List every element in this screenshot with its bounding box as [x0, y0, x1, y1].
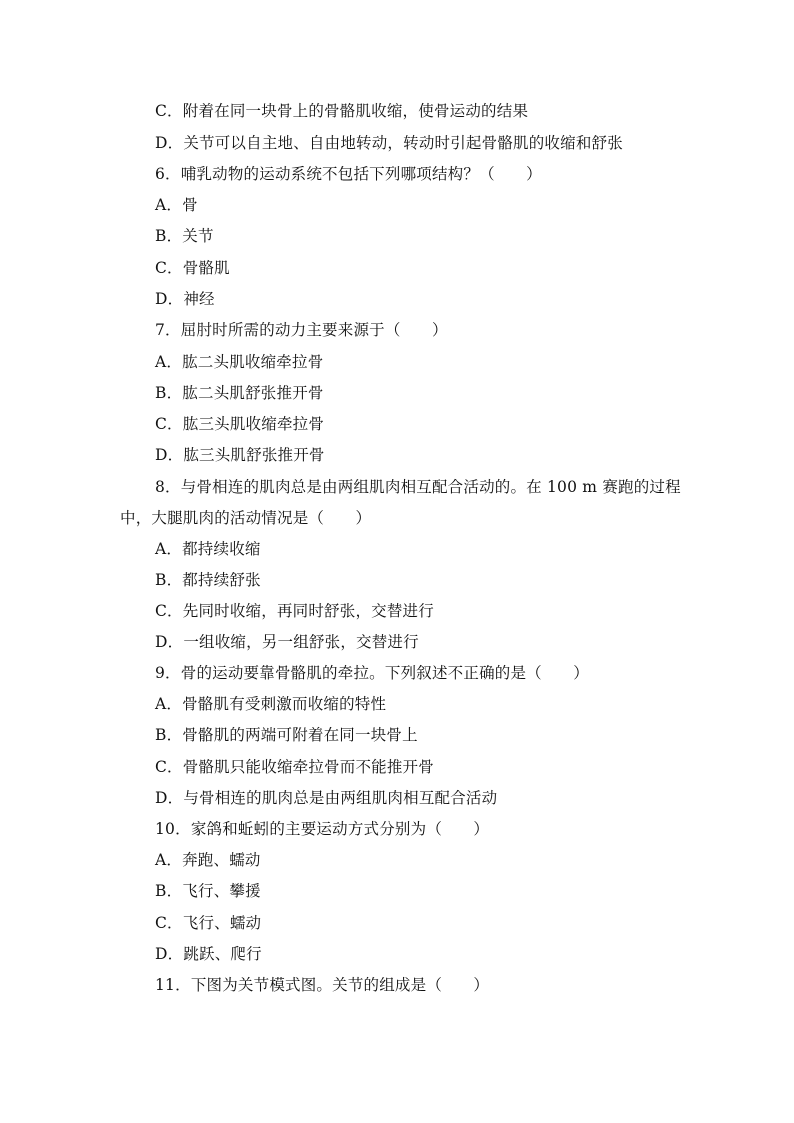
option-6a: A．骨	[155, 196, 198, 214]
option-10b: B．飞行、攀援	[155, 882, 261, 900]
question-7: 7．屈肘时所需的动力主要来源于（ ）	[155, 321, 448, 339]
question-8-continued: 中，大腿肌肉的活动情况是（ ）	[120, 509, 372, 527]
option-9d: D．与骨相连的肌肉总是由两组肌肉相互配合活动	[155, 789, 498, 807]
option-9a: A．骨骼肌有受刺激而收缩的特性	[155, 695, 387, 713]
option-10c: C．飞行、蠕动	[155, 914, 262, 932]
option-7b: B．肱二头肌舒张推开骨	[155, 384, 324, 402]
option-10d: D．跳跃、爬行	[155, 945, 262, 963]
option-8a: A．都持续收缩	[155, 540, 261, 558]
option-5c: C．附着在同一块骨上的骨骼肌收缩，使骨运动的结果	[155, 102, 529, 120]
option-8c: C．先同时收缩，再同时舒张，交替进行	[155, 602, 434, 620]
question-8: 8．与骨相连的肌肉总是由两组肌肉相互配合活动的。在 100 m 赛跑的过程	[155, 478, 681, 496]
option-9c: C．骨骼肌只能收缩牵拉骨而不能推开骨	[155, 758, 434, 776]
option-9b: B．骨骼肌的两端可附着在同一块骨上	[155, 726, 418, 744]
question-10: 10．家鸽和蚯蚓的主要运动方式分别为（ ）	[155, 820, 490, 838]
option-10a: A．奔跑、蠕动	[155, 851, 261, 869]
option-8d: D．一组收缩，另一组舒张，交替进行	[155, 633, 419, 651]
option-6d: D．神经	[155, 290, 215, 308]
option-7d: D．肱三头肌舒张推开骨	[155, 446, 325, 464]
option-8b: B．都持续舒张	[155, 571, 261, 589]
option-6b: B．关节	[155, 227, 214, 245]
option-7a: A．肱二头肌收缩牵拉骨	[155, 353, 324, 371]
question-11: 11．下图为关节模式图。关节的组成是（ ）	[155, 976, 490, 994]
question-6: 6．哺乳动物的运动系统不包括下列哪项结构？（ ）	[155, 165, 542, 183]
option-6c: C．骨骼肌	[155, 259, 230, 277]
option-5d: D．关节可以自主地、自由地转动，转动时引起骨骼肌的收缩和舒张	[155, 134, 623, 152]
question-9: 9．骨的运动要靠骨骼肌的牵拉。下列叙述不正确的是（ ）	[155, 664, 589, 682]
option-7c: C．肱三头肌收缩牵拉骨	[155, 415, 325, 433]
